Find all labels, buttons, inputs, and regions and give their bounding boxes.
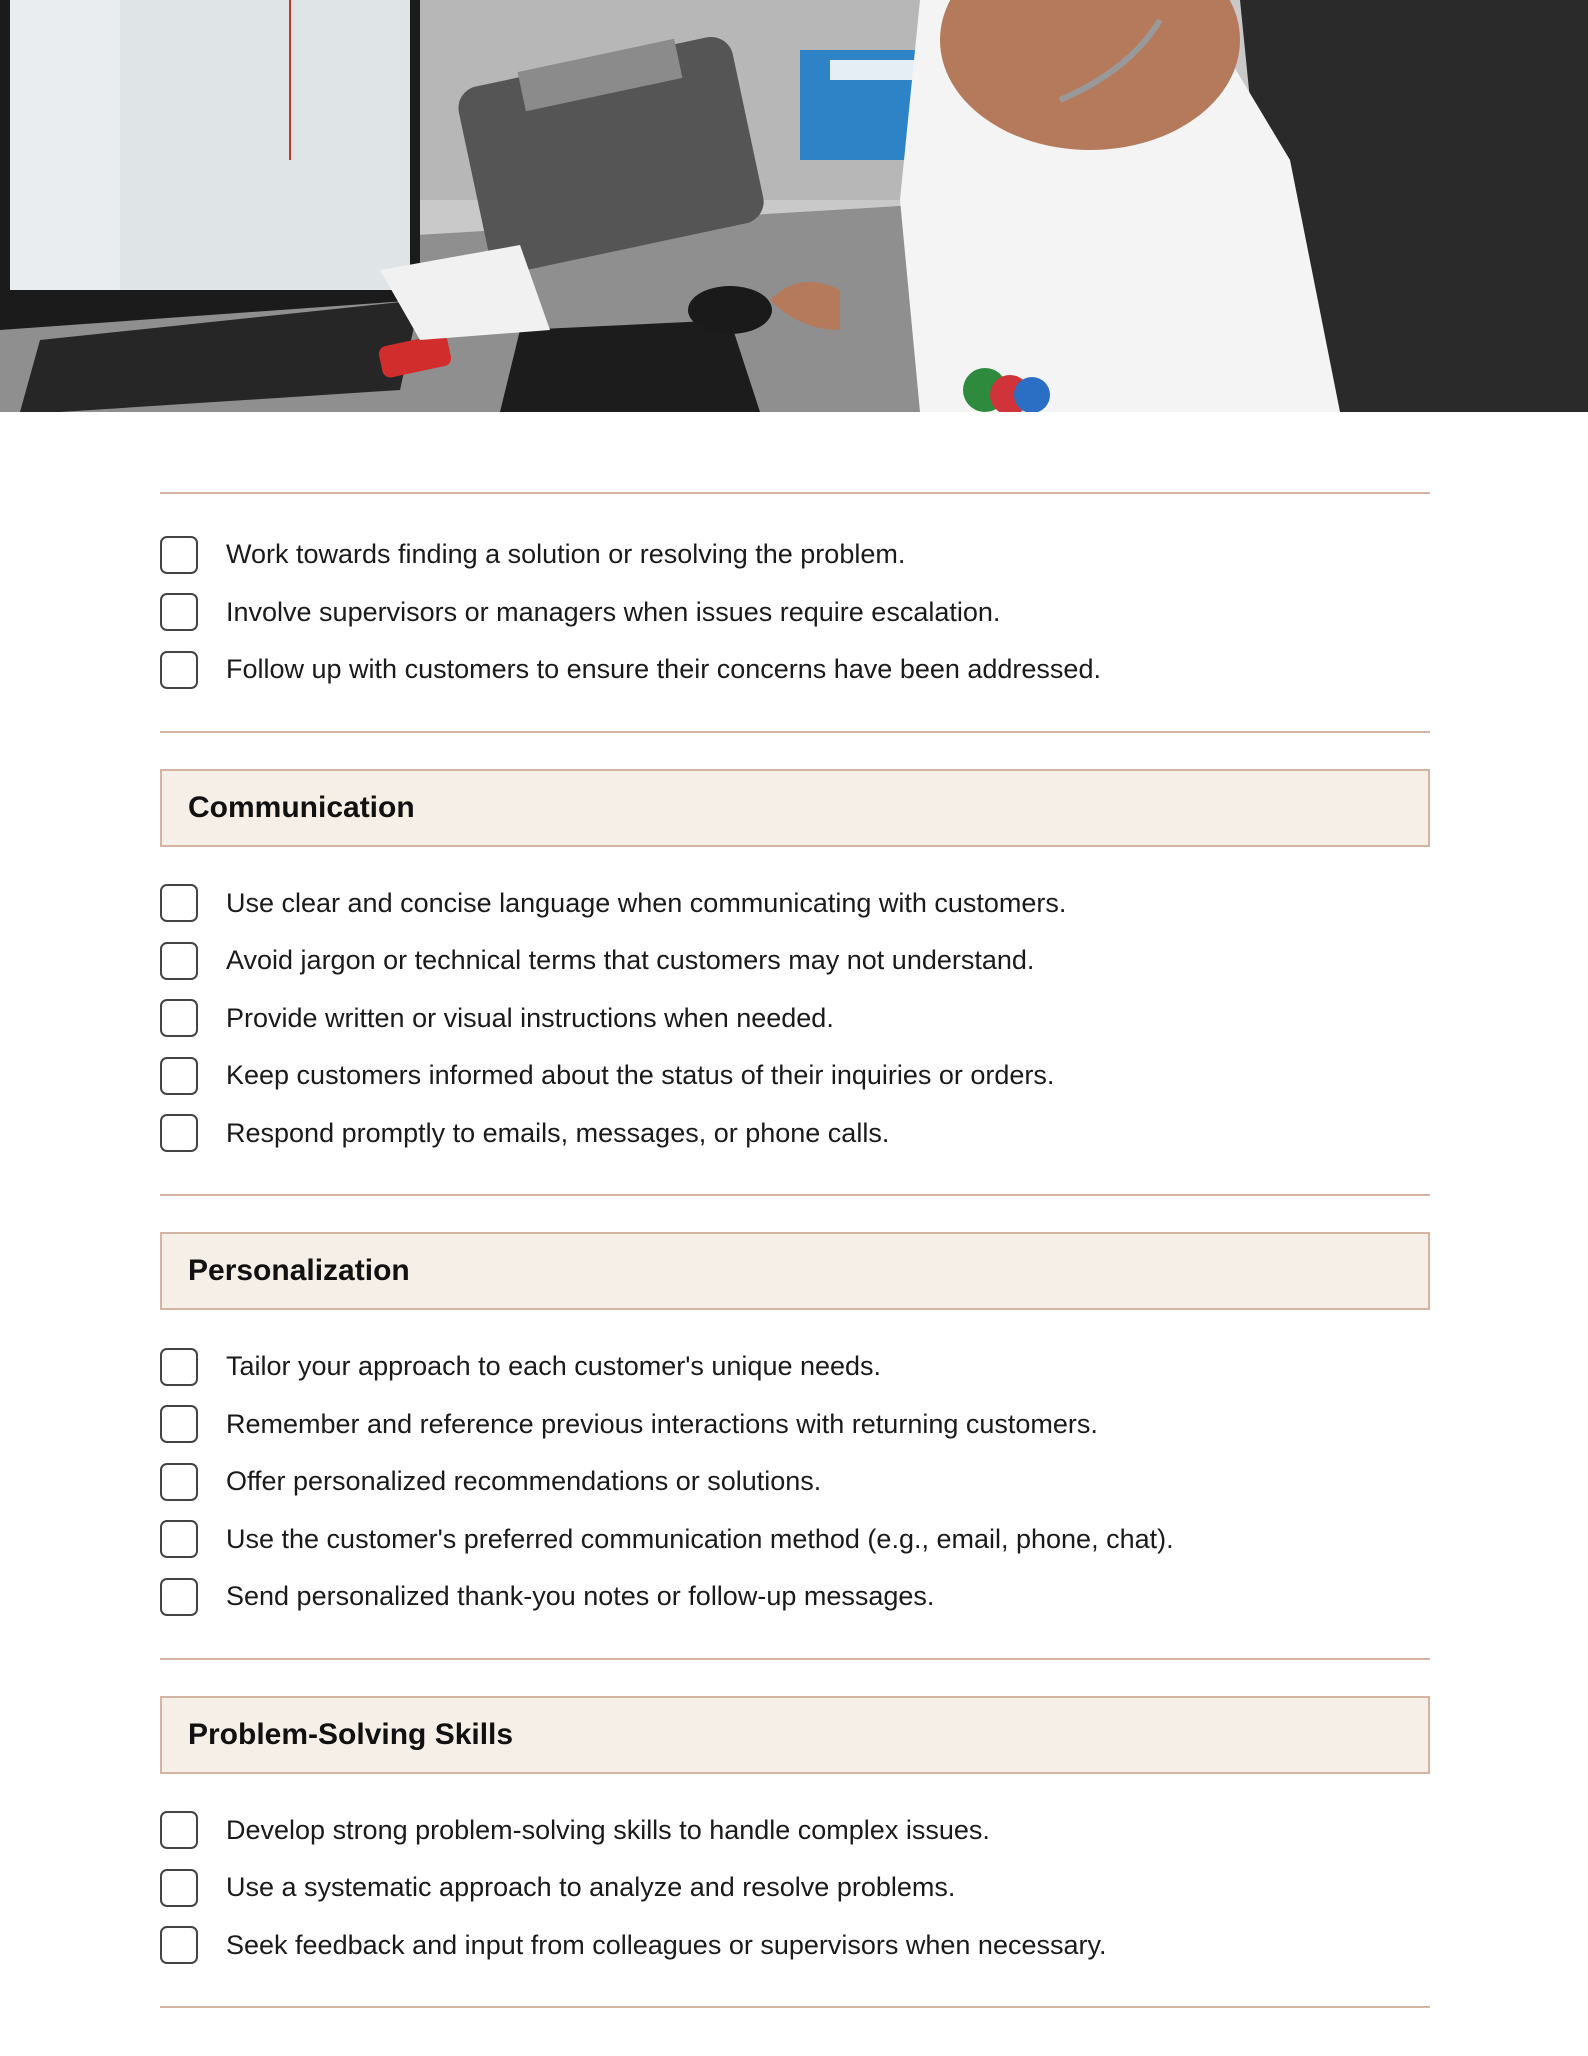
item-text: Involve supervisors or managers when issues require escalation. (226, 596, 1001, 627)
checkbox[interactable] (160, 1057, 198, 1095)
divider (160, 1194, 1430, 1196)
checkbox[interactable] (160, 651, 198, 689)
list-item (160, 1338, 1430, 1396)
item-text: Follow up with customers to ensure their concerns have been addressed. (226, 654, 1101, 685)
checkbox[interactable] (160, 593, 198, 631)
list-item (160, 1105, 1430, 1163)
checklist-content (160, 492, 1430, 2008)
item-text: Tailor your approach to each customer's unique needs. (226, 1351, 882, 1382)
divider (160, 731, 1430, 733)
mouse-icon (688, 286, 772, 334)
section-list-personalization (160, 1310, 1430, 1658)
checkbox[interactable] (160, 1405, 198, 1443)
checkbox[interactable] (160, 536, 198, 574)
checkbox[interactable] (160, 1114, 198, 1152)
call-center-photo-illustration (0, 0, 1588, 412)
list-item (160, 526, 1430, 584)
section-header-communication (160, 769, 1430, 847)
checkbox[interactable] (160, 1811, 198, 1849)
list-item (160, 1453, 1430, 1511)
list-item (160, 1917, 1430, 1975)
list-item (160, 1047, 1430, 1105)
section-header-problem-solving (160, 1696, 1430, 1774)
item-text: Develop strong problem-solving skills to handle complex issues. (226, 1814, 990, 1845)
checkbox[interactable] (160, 1520, 198, 1558)
list-item (160, 641, 1430, 699)
section-header-personalization (160, 1232, 1430, 1310)
list-item (160, 1802, 1430, 1860)
item-text: Avoid jargon or technical terms that customers may not understand. (226, 945, 1035, 976)
section-title: Communication (188, 790, 415, 824)
list-item (160, 1511, 1430, 1569)
item-text: Use a systematic approach to analyze and resolve problems. (226, 1872, 956, 1903)
list-item (160, 875, 1430, 933)
item-text: Remember and reference previous interactions with returning customers. (226, 1408, 1098, 1439)
item-text: Respond promptly to emails, messages, or phone calls. (226, 1117, 890, 1148)
divider (160, 2006, 1430, 2008)
item-text: Provide written or visual instructions when needed. (226, 1002, 834, 1033)
checkbox[interactable] (160, 884, 198, 922)
item-text: Send personalized thank-you notes or follow-up messages. (226, 1581, 935, 1612)
item-text: Seek feedback and input from colleagues or supervisors when necessary. (226, 1929, 1107, 1960)
checkbox[interactable] (160, 1578, 198, 1616)
hero-photo (0, 0, 1588, 412)
list-item (160, 584, 1430, 642)
item-text: Keep customers informed about the status of their inquiries or orders. (226, 1060, 1055, 1091)
list-item (160, 1396, 1430, 1454)
list-item (160, 990, 1430, 1048)
item-text: Work towards finding a solution or resolving the problem. (226, 539, 906, 570)
divider (160, 1658, 1430, 1660)
section-title: Problem-Solving Skills (188, 1717, 514, 1751)
list-item (160, 1568, 1430, 1626)
checkbox[interactable] (160, 942, 198, 980)
item-text: Offer personalized recommendations or solutions. (226, 1466, 822, 1497)
list-item (160, 1859, 1430, 1917)
section-list-problem-solving (160, 1774, 1430, 2007)
checkbox[interactable] (160, 1463, 198, 1501)
checkbox[interactable] (160, 1926, 198, 1964)
section-title: Personalization (188, 1254, 410, 1287)
checkbox[interactable] (160, 999, 198, 1037)
checkbox[interactable] (160, 1869, 198, 1907)
keyboard-icon (500, 320, 760, 412)
item-text: Use the customer's preferred communication method (e.g., email, phone, chat). (226, 1523, 1174, 1554)
section-list-communication (160, 847, 1430, 1195)
checkbox[interactable] (160, 1348, 198, 1386)
list-item (160, 932, 1430, 990)
item-text: Use clear and concise language when communicating with customers. (226, 887, 1067, 918)
intro-list (160, 494, 1430, 731)
